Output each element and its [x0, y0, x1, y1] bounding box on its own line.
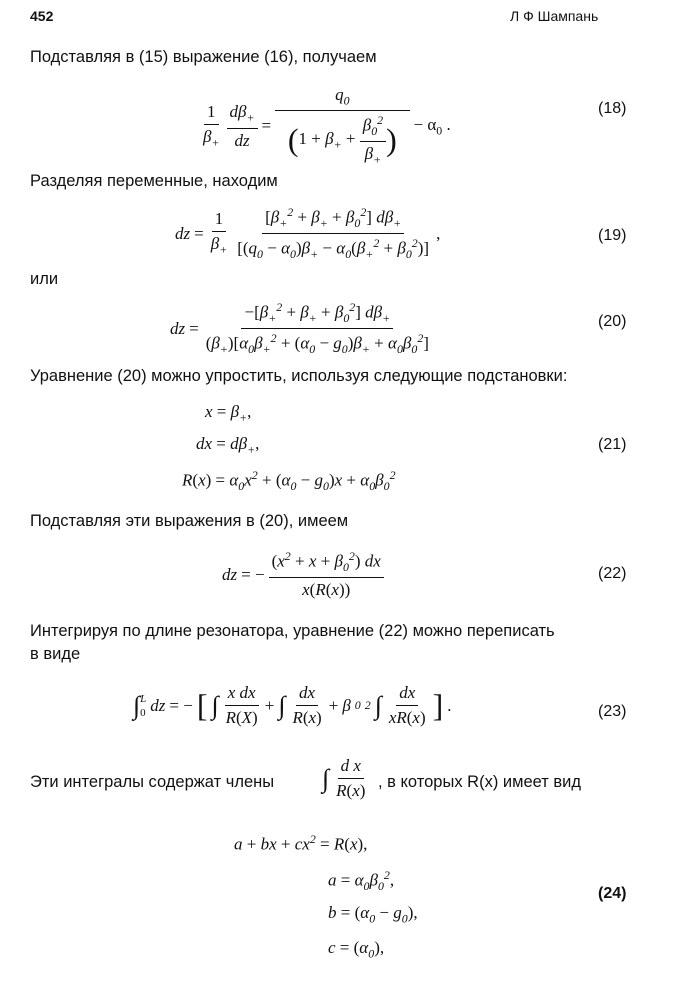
paragraph-text: Уравнение (20) можно упростить, используя следующие подстановки: — [30, 367, 568, 385]
equation-18: $\frac{1}{\beta_+}$ $\frac{d\beta_+}{dz}$ = $q_0$ ($1 + \beta_+$ + $\frac{\beta_0^2}{\beta_+}$ ) − $\alpha_0$ . — [203, 85, 451, 167]
equation-23: ∫ L 0 dz = − [ ∫ $\frac{\text{x dx}}{R(X)}$ + ∫ $\frac{dx}{R(x)}$ + β 0 2 ∫ $\frac{dx}{xR(x)}$ ] . — [133, 683, 452, 727]
paragraph-text: или — [30, 270, 59, 288]
paragraph-text: в виде — [30, 645, 81, 663]
paragraph-text: , в которых R(x) имеет вид — [378, 773, 582, 791]
paragraph-text: Интегрируя по длине резонатора, уравнение (22) можно переписать — [30, 622, 555, 640]
equation-number: (22) — [598, 565, 627, 582]
equation-20: dz = $\frac{-[\beta_+^2 + \beta_+ + \beta_0^2] d\beta_+}{(\beta_+)[\alpha_0\beta_+^2 + (\alpha_0 - g_0)\beta_+ + \alpha_0\beta_0^2]}$ — [170, 300, 429, 357]
equation-number: (18) — [598, 100, 627, 117]
equation-24-line-4: $c = (\alpha_0)$, — [328, 938, 385, 961]
paragraph-text: Подставляя эти выражения в (20), имеем — [30, 512, 349, 530]
paragraph-text: Подставляя в (15) выражение (16), получаем — [30, 48, 377, 66]
equation-21-line-3: $R(x) = \alpha_0x^2 + (\alpha_0 - g_0)x + \alpha_0\beta_0^2$ — [182, 468, 396, 494]
equation-number: (19) — [598, 227, 627, 244]
equation-24-line-1: a + bx + $cx^2 = R(x)$, — [234, 832, 368, 854]
equation-number: (21) — [598, 436, 627, 453]
equation-22: dz = − $\frac{(x^2 + x + \beta_0^2) dx}{x(R(x))}$ — [222, 549, 384, 600]
equation-21-line-1: $x = \beta_+$, — [205, 402, 252, 425]
running-title: Л Ф Шампань — [510, 8, 599, 24]
equation-24-line-3: $b = (\alpha_0 - g_0)$, — [328, 903, 418, 926]
page-number: 452 — [30, 8, 54, 24]
equation-number: (20) — [598, 313, 627, 330]
equation-number: (23) — [598, 703, 627, 720]
equation-19: dz = $\frac{1}{\beta_+}$ $\frac{[\beta_+^2 + \beta_+ + \beta_0^2] d\beta_+}{[(q_0 - \alpha_0)\beta_+ - \alpha_0(\beta_+^2 + \beta_0^2)]}$ , — [175, 205, 441, 262]
equation-number: (24) — [598, 885, 627, 902]
equation-21-line-2: dx = $d\beta_+$, — [196, 434, 260, 457]
equation-24-line-2: $a = \alpha_0\beta_0^2$, — [328, 868, 395, 894]
inline-integral: ∫ $\frac{\text{d x}}{R(x)}$ — [322, 756, 366, 800]
paragraph-text: Разделяя переменные, находим — [30, 172, 278, 190]
paragraph-text: Эти интегралы содержат члены — [30, 773, 275, 791]
